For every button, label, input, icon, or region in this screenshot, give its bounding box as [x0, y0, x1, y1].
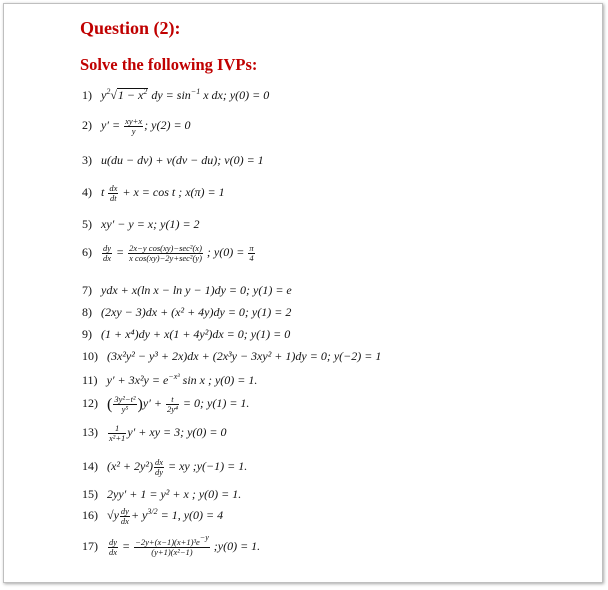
- problem-7: 7) ydx + x(ln x − ln y − 1)dy = 0; y(1) = e: [82, 283, 292, 297]
- problem-9: 9) (1 + x⁴)dy + x(1 + 4y²)dx = 0; y(1) = 0: [82, 327, 291, 341]
- fraction: $\frac{\text{2x−y cos(xy)−sec²(x)}}{\text{x cos(xy)−2y+sec²(y)}}$: [129, 243, 202, 263]
- fraction: $\frac{dy}{dx}$: [103, 243, 112, 263]
- question-title: Question (2):: [80, 18, 181, 38]
- problem-4: 4) t $\frac{dx}{dt}$ + x = cos t ; x(π) = 1: [82, 183, 225, 203]
- fraction: $\frac{dx}{dy}$: [154, 457, 163, 477]
- problem-14: 14) (x² + 2y²) $\frac{dx}{dy}$ = xy ;y(−1) = 1.: [82, 457, 248, 477]
- question-subtitle: Solve the following IVPs:: [80, 55, 258, 74]
- problem-1: 1) $y^2√1 - x^2$ dy = $\sin^{-1} x$ dx; y(0) = 0: [82, 87, 270, 102]
- problem-16: 16) √y $\frac{dy}{dx}$ + $y^{3/2} = 1$, y(0) = 4: [82, 506, 224, 526]
- fraction: $\frac{-2y+(x-1)(x+1)^3e^{-y}}{\text{(y+1)(x²−1)}}$: [135, 533, 209, 557]
- document-page: [3, 3, 603, 583]
- fraction: $\frac{t}{\text{2y⁴}}$: [166, 394, 178, 414]
- problem-6: 6) $\frac{dy}{dx}$ = $\frac{\text{2x−y cos(xy)−sec²(x)}}{\text{x cos(xy)−2y+sec²(y)}}$ ; y(0) = $\frac{\pi}{4}$: [82, 243, 254, 263]
- problem-12: 12) ( $\frac{\text{3y²−t²}}{\text{y⁵}}$ )y′ + $\frac{t}{\text{2y⁴}}$ = 0; y(1) = 1.: [82, 394, 250, 414]
- fraction: $\frac{dy}{dx}$: [120, 506, 129, 526]
- problem-17: 17) $\frac{dy}{dx}$ = $\frac{-2y+(x-1)(x+1)^3e^{-y}}{\text{(y+1)(x²−1)}}$ ;y(0) = 1.: [82, 533, 261, 557]
- problem-3: 3) u(du − dv) + v(dv − du); v(0) = 1: [82, 153, 264, 167]
- fraction: $\frac{\pi}{4}$: [249, 243, 254, 263]
- problem-10: 10) (3x²y² − y³ + 2x)dx + (2x³y − 3xy² + 1)dy = 0; y(−2) = 1: [82, 349, 382, 363]
- problem-8: 8) (2xy − 3)dx + (x² + 4y)dy = 0; y(1) = 2: [82, 305, 292, 319]
- fraction: $\frac{\text{3y²−t²}}{\text{y⁵}}$: [114, 394, 136, 414]
- fraction: $\frac{dx}{dt}$: [109, 183, 118, 203]
- fraction: $\frac{dy}{dx}$: [109, 537, 118, 557]
- problem-15: 15) 2yy′ + 1 = y² + x ; y(0) = 1.: [82, 487, 242, 501]
- fraction: $\frac{1}{\text{x²+1}}$: [109, 423, 126, 443]
- problem-13: 13) $\frac{1}{\text{x²+1}}$ y′ + xy = 3; y(0) = 0: [82, 423, 227, 443]
- problem-5: 5) xy′ − y = x; y(1) = 2: [82, 217, 200, 231]
- fraction: $\frac{xy+x}{y}$: [125, 116, 143, 136]
- problem-2: 2) y′ = $\frac{xy+x}{y}$ ; y(2) = 0: [82, 116, 191, 136]
- problem-11: 11) $y' + 3x^2y = e^{-x^3}$ sin x ; y(0) = 1.: [82, 372, 258, 387]
